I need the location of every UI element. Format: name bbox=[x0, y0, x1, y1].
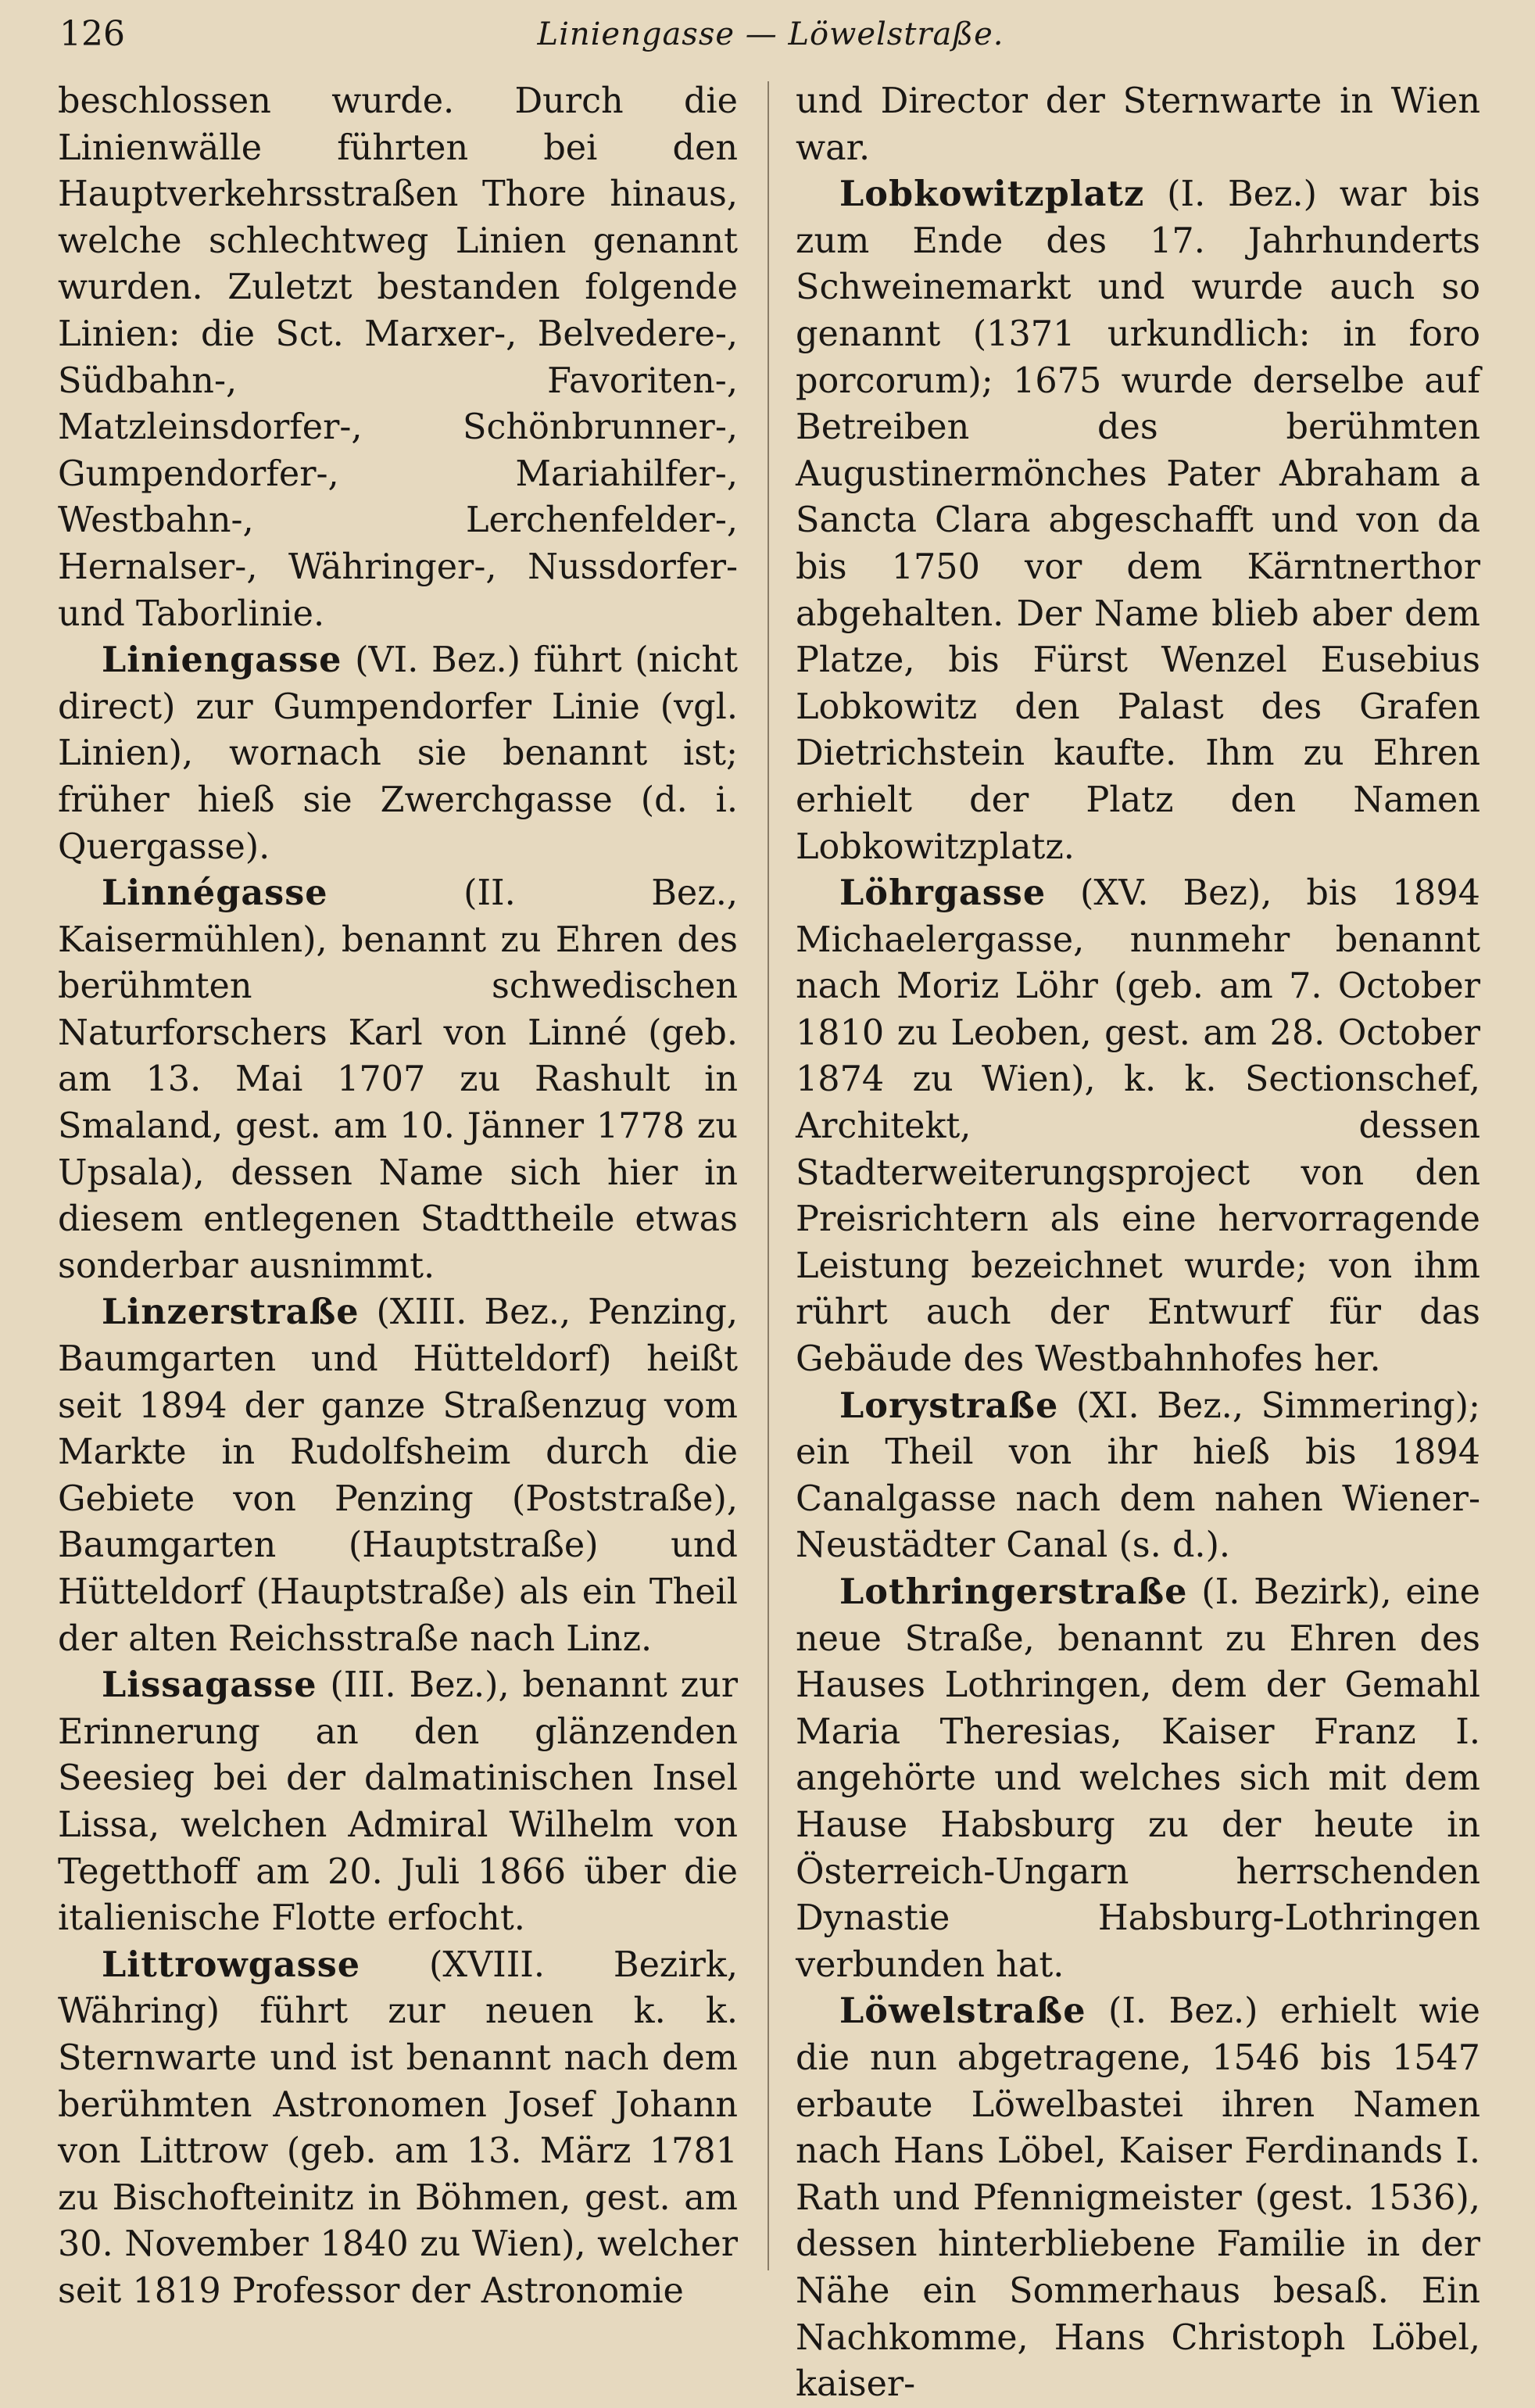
entry-term: Lissagasse bbox=[102, 1664, 317, 1706]
entry-text: (XI. Bez., Simmering); ein Theil von ihr hieß bis 1894 Canalgasse nach dem nahen Wiener-Neustädter Canal (s. d.). bbox=[796, 1385, 1480, 1566]
entry-term: Lothringerstraße bbox=[839, 1571, 1188, 1612]
entry-term: Linzerstraße bbox=[102, 1292, 360, 1333]
entry-liniengasse bbox=[58, 637, 738, 870]
page-number: 126 bbox=[59, 14, 125, 54]
entry-littrowgasse bbox=[58, 1942, 738, 2315]
entry-text: (III. Bez.), benannt zur Erinnerung an den glänzenden Seesieg bei der dalmatinischen Insel Lissa, welchen Admiral Wilhelm von Tegetthoff am 20. Juli 1866 über die italienische Flotte erfocht. bbox=[58, 1665, 738, 1939]
entry-text: (XIII. Bez., Penzing, Baumgarten und Hütteldorf) heißt seit 1894 der ganze Straßenzug vom Markte in Rudolfsheim durch die Gebiete von Penzing (Poststraße), Baumgarten (Hauptstraße) und Hütteldorf (Hauptstraße) als ein Theil der alten Reichsstraße nach Linz. bbox=[58, 1292, 738, 1659]
entry-lorystrasse bbox=[796, 1383, 1480, 1569]
entry-text: (I. Bez.) war bis zum Ende des 17. Jahrhunderts Schweinemarkt und wurde auch so genannt (1371 urkundlich: in foro porcorum); 1675 wurde derselbe auf Betreiben des berühmten Augustinermönches Pater Abraham a Sancta Clara abgeschafft und von da bis 1750 vor dem Kärntnerthor abgehalten. Der Name blieb aber dem Platze, bis Fürst Wenzel Eusebius Lobkowitz den Palast des Grafen Dietrichstein kaufte. Ihm zu Ehren erhielt der Platz den Namen Lobkowitzplatz. bbox=[796, 174, 1480, 867]
entry-loehrgasse bbox=[796, 870, 1480, 1383]
entry-linzerstrasse bbox=[58, 1289, 738, 1662]
running-head: Liniengasse — Löwelstraße. bbox=[537, 16, 1004, 52]
left-column bbox=[58, 78, 738, 2315]
entry-lissagasse bbox=[58, 1662, 738, 1942]
column-divider bbox=[768, 81, 769, 2270]
entry-term: Lorystraße bbox=[839, 1385, 1059, 1426]
entry-text: (VI. Bez.) führt (nicht direct) zur Gumpendorfer Linie (vgl. Linien), wornach sie benannt ist; früher hieß sie Zwerchgasse (d. i. Quergasse). bbox=[58, 640, 738, 867]
entry-lobkowitzplatz bbox=[796, 171, 1480, 870]
entry-term: Linnégasse bbox=[102, 873, 328, 914]
entry-text: (I. Bezirk), eine neue Straße, benannt zu Ehren des Hauses Lothringen, dem der Gemahl Maria Theresias, Kaiser Franz I. angehörte und welches sich mit dem Hause Habsburg zu der heute in Österreich-Ungarn herrschenden Dynastie Habsburg-Lothringen verbunden hat. bbox=[796, 1572, 1480, 1985]
entry-lothringerstrasse bbox=[796, 1569, 1480, 1988]
entry-text: (XV. Bez), bis 1894 Michaelergasse, nunmehr benannt nach Moriz Löhr (geb. am 7. October 1810 zu Leoben, gest. am 28. October 1874 zu Wien), k. k. Sectionschef, Architekt, dessen Stadterweiterungsproject von den Preisrichtern als eine hervorragende Leistung bezeichnet wurde; von ihm rührt auch der Entwurf für das Gebäude des Westbahnhofes her. bbox=[796, 873, 1480, 1380]
page-header bbox=[59, 11, 1482, 58]
entry-linnegasse bbox=[58, 870, 738, 1289]
continuation-text: beschlossen wurde. Durch die Linienwälle führten bei den Hauptverkehrsstraßen Thore hinaus, welche schlechtweg Linien genannt wurden. Zuletzt bestanden folgende Linien: die Sct. Marxer-, Belvedere-, Südbahn-, Favoriten-, Matzleinsdorfer-, Schönbrunner-, Gumpendorfer-, Mariahilfer-, Westbahn-, Lerchenfelder-, Hernalser-, Währinger-, Nussdorfer- und Taborlinie. bbox=[58, 81, 738, 634]
entry-term: Liniengasse bbox=[102, 640, 342, 681]
entry-term: Littrowgasse bbox=[102, 1944, 361, 1985]
entry-term: Löhrgasse bbox=[839, 873, 1047, 914]
entry-text: (II. Bez., Kaisermühlen), benannt zu Ehren des berühmten schwedischen Naturforschers Karl von Linné (geb. am 13. Mai 1707 zu Rashult in Smaland, gest. am 10. Jänner 1778 zu Upsala), dessen Name sich hier in diesem entlegenen Stadttheile etwas sonderbar ausnimmt. bbox=[58, 873, 738, 1286]
entry-text: (XVIII. Bezirk, Währing) führt zur neuen k. k. Sternwarte und ist benannt nach dem berühmten Astronomen Josef Johann von Littrow (geb. am 13. März 1781 zu Bischofteinitz in Böhmen, gest. am 30. November 1840 zu Wien), welcher seit 1819 Professor der Astronomie bbox=[58, 1944, 738, 2311]
entry-term: Löwelstraße bbox=[839, 1991, 1086, 2032]
continuation-text: und Director der Sternwarte in Wien war. bbox=[796, 81, 1480, 168]
right-column bbox=[796, 78, 1480, 2408]
entry-term: Lobkowitzplatz bbox=[839, 174, 1145, 215]
entry-loewelstrasse bbox=[796, 1988, 1480, 2407]
entry-text: (I. Bez.) erhielt wie die nun abgetragene, 1546 bis 1547 erbaute Löwelbastei ihren Namen nach Hans Löbel, Kaiser Ferdinands I. Rath und Pfennigmeister (gest. 1536), dessen hinterbliebene Familie in der Nähe ein Sommerhaus besaß. Ein Nachkomme, Hans Christoph Löbel, kaiser- bbox=[796, 1991, 1480, 2405]
